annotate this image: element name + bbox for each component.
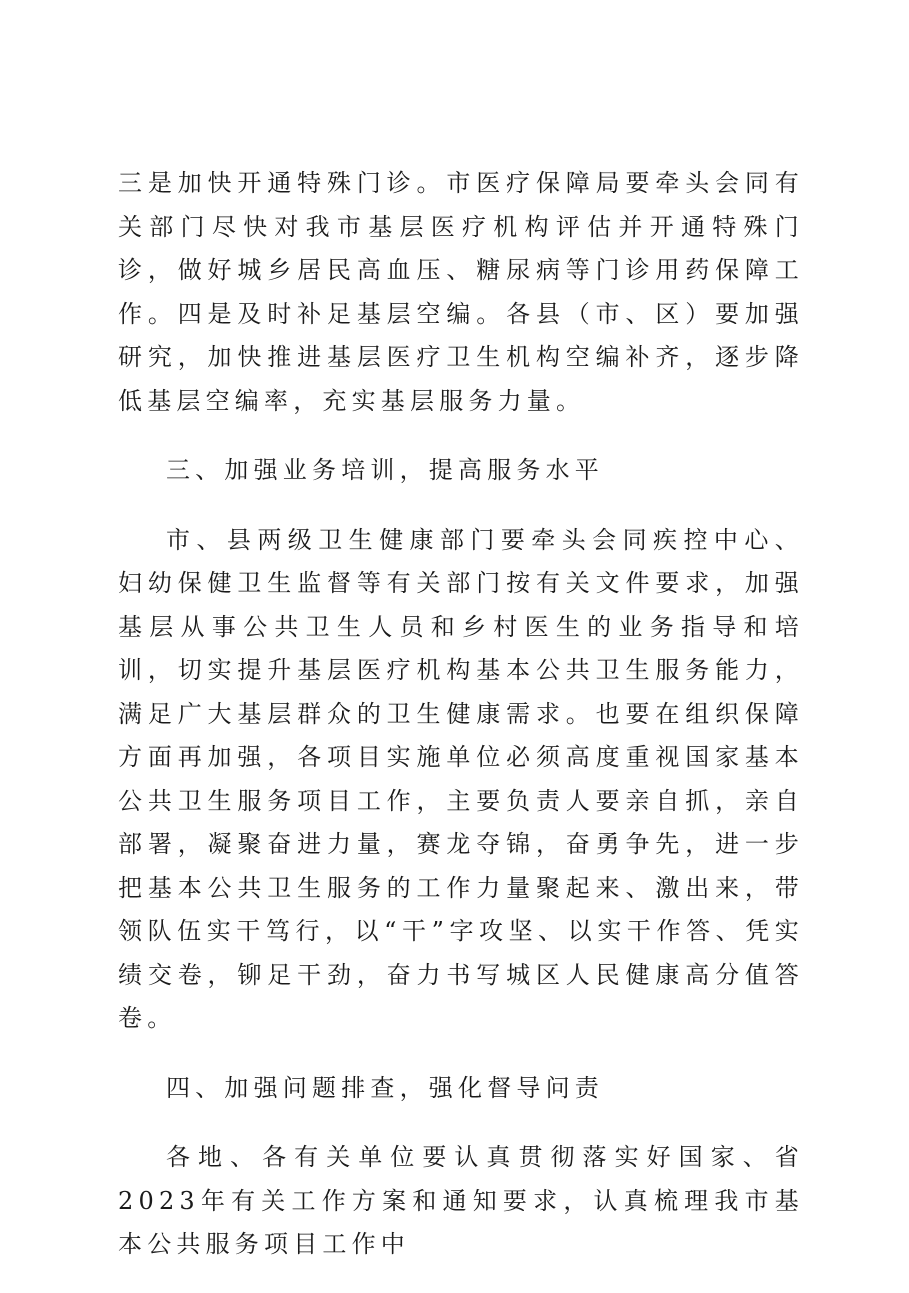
section-heading-training: 三、加强业务培训，提高服务水平 xyxy=(166,456,604,484)
section-heading-supervision: 四、加强问题排查，强化督导问责 xyxy=(166,1073,604,1102)
document-body xyxy=(118,162,804,1293)
paragraph-training: 市、县两级卫生健康部门要牵头会同疾控中心、妇幼保健卫生监督等有关部门按有关文件要求，加强基层从事公共卫生人员和乡村医生的业务指导和培训，切实提升基层医疗机构基本公共卫生服务能力，满足广大基层群众的卫生健康需求。也要在组织保障方面再加强，各项目实施单位必须高度重视国家基本公共卫生服务项目工作，主要负责人要亲自抓，亲自部署，凝聚奋进力量，赛龙夺锦，奋勇争先，进一步把基本公共卫生服务的工作力量聚起来、激出来，带领队伍实干笃行，以“干”字攻坚、以实干作答、凭实绩交卷，铆足干劲，奋力书写城区人民健康高分值答卷。 xyxy=(118,525,804,1032)
paragraph-supervision: 各地、各有关单位要认真贯彻落实好国家、省2023年有关工作方案和通知要求，认真梳理我市基本公共服务项目工作中 xyxy=(118,1143,804,1258)
paragraph-special-clinics: 三是加快开通特殊门诊。市医疗保障局要牵头会同有关部门尽快对我市基层医疗机构评估并开通特殊门诊，做好城乡居民高血压、糖尿病等门诊用药保障工作。四是及时补足基层空编。各县（市、区）要加强研究，加快推进基层医疗卫生机构空编补齐，逐步降低基层空编率，充实基层服务力量。 xyxy=(118,169,804,415)
